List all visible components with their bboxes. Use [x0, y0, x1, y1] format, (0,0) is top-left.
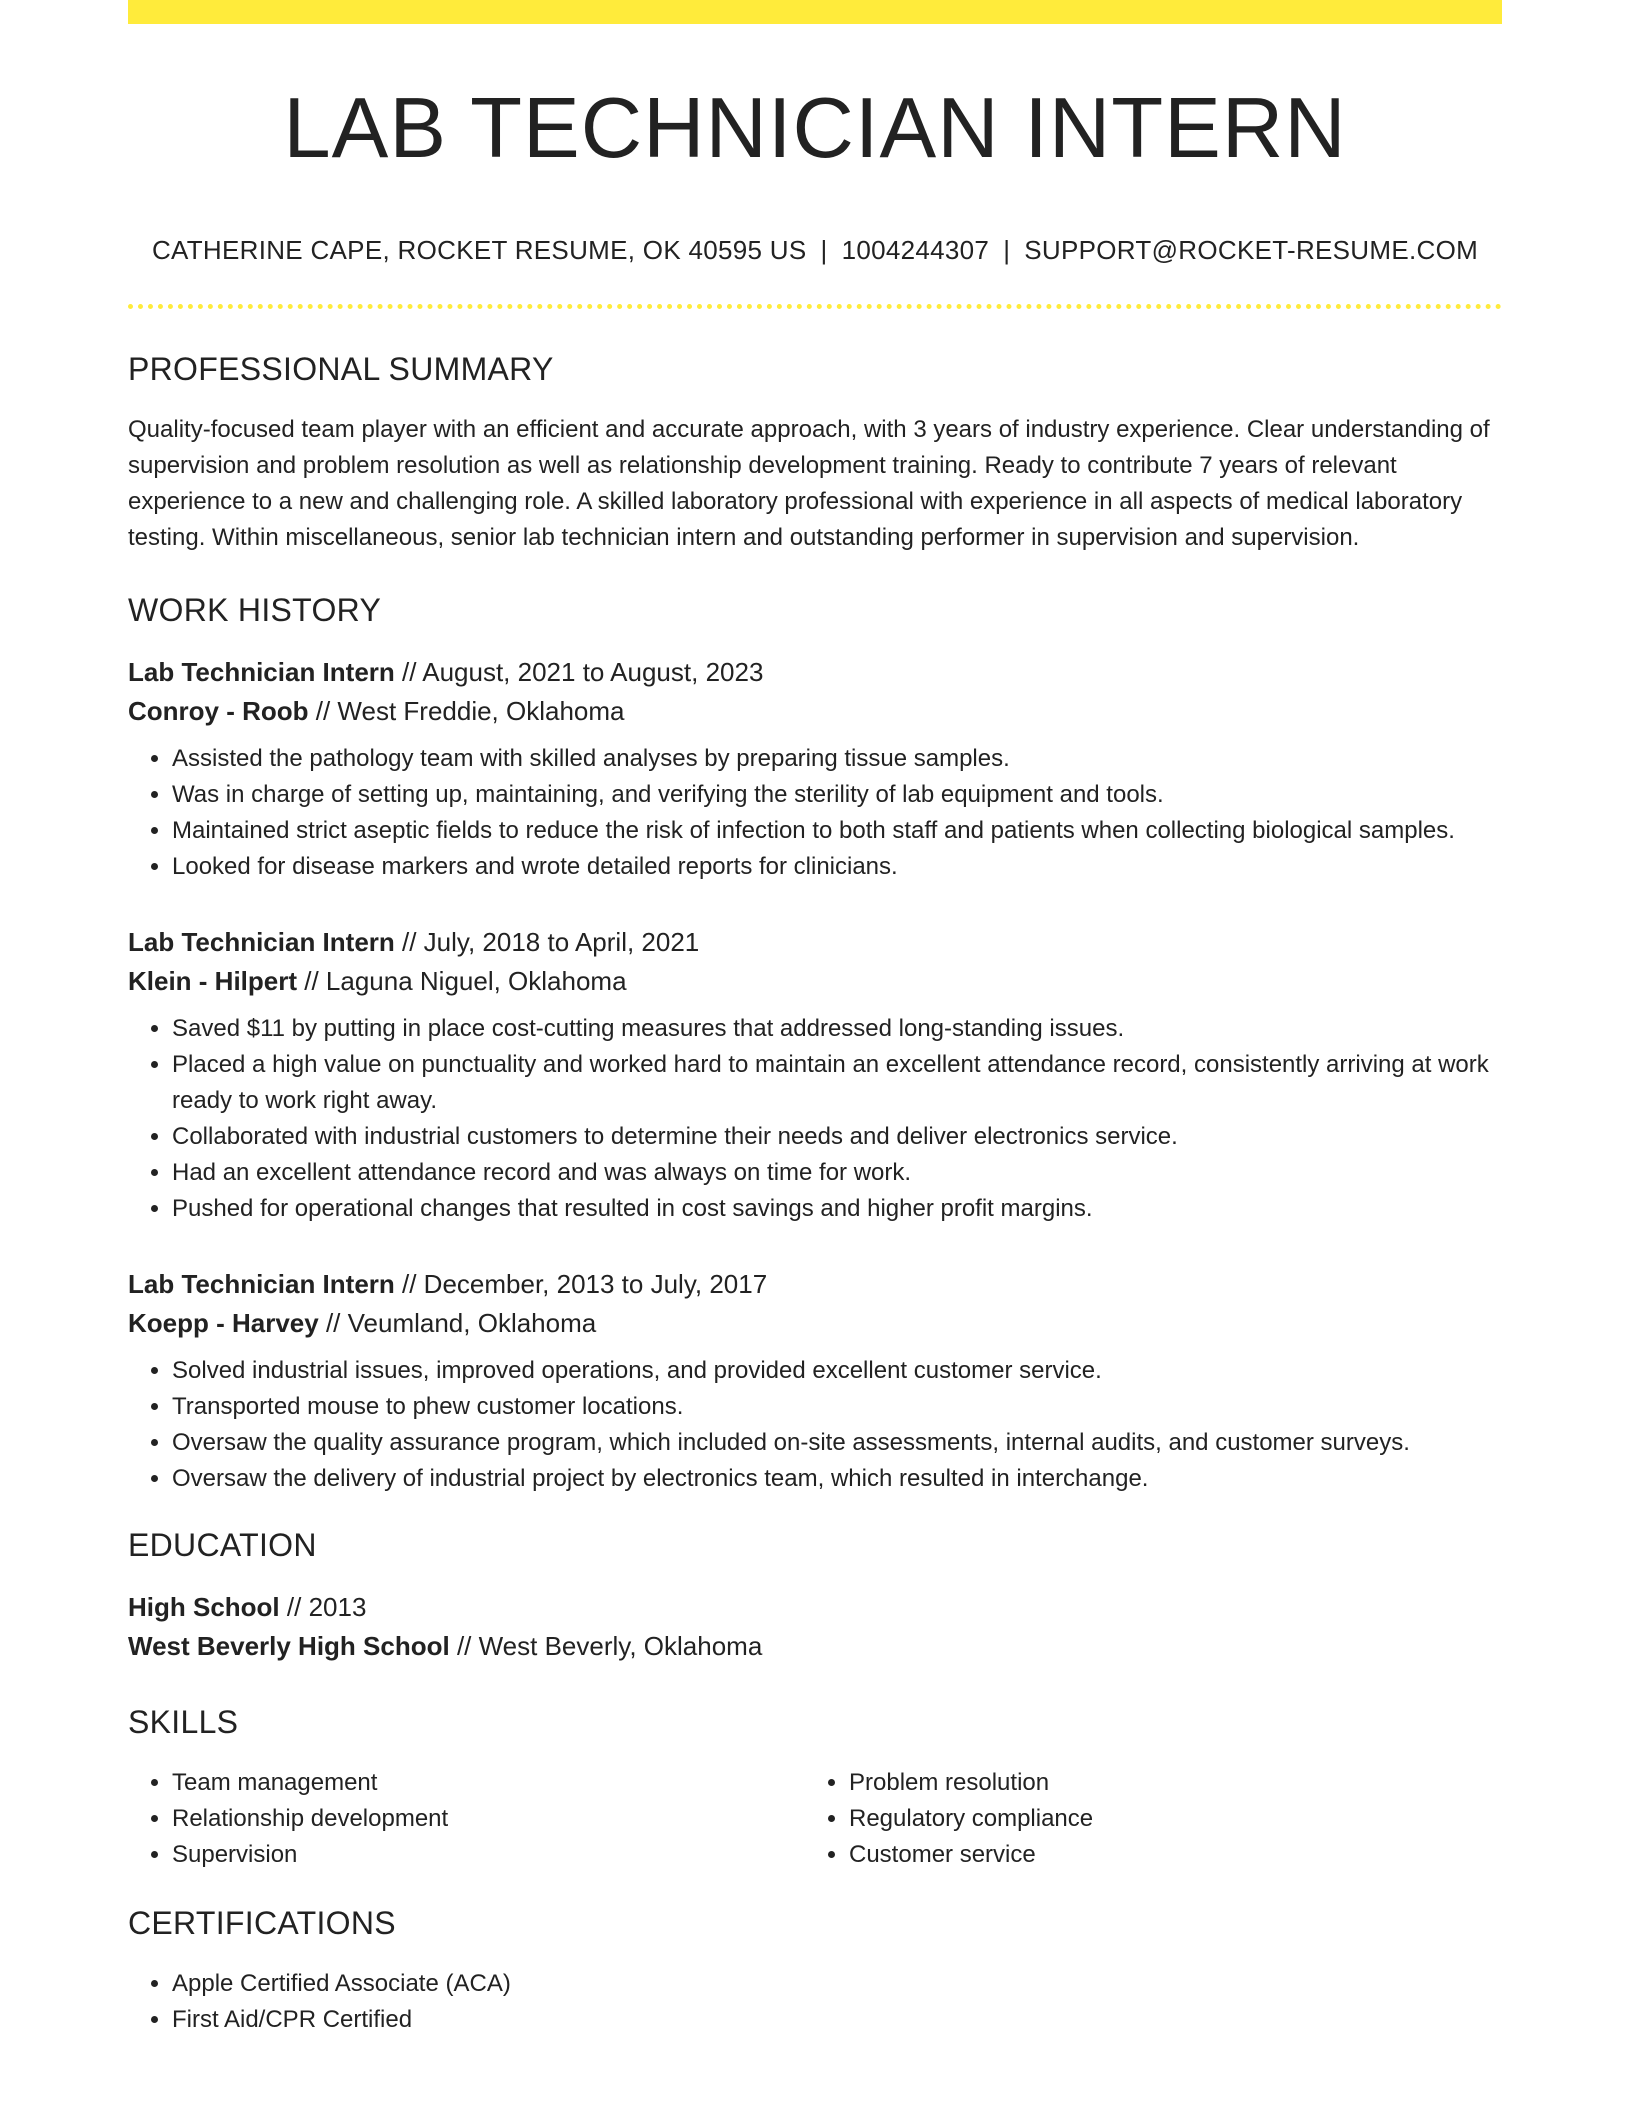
resume-title: LAB TECHNICIAN INTERN [283, 81, 1347, 176]
job-entry [128, 1265, 1502, 1497]
certification-item: • Apple Certified Associate (ACA) [172, 1966, 1502, 2002]
job-location: // West Freddie, Oklahoma [308, 696, 625, 726]
section-heading: CERTIFICATIONS [128, 1905, 396, 1941]
skill-item: • Team management [172, 1765, 805, 1801]
skills-list [805, 1765, 1502, 1873]
section-heading: EDUCATION [128, 1527, 317, 1563]
job-role: Lab Technician Intern [128, 927, 395, 957]
job-entry [128, 653, 1502, 885]
job-dates: // December, 2013 to July, 2017 [394, 1269, 768, 1299]
contact-line [128, 235, 1502, 266]
list-item: • Solved industrial issues, improved operations, and provided excellent customer service. [172, 1353, 1502, 1389]
list-item: • Oversaw the quality assurance program, which included on-site assessments, internal audits, and customer surveys. [172, 1425, 1502, 1461]
education-year: // 2013 [279, 1592, 367, 1622]
section-heading: SKILLS [128, 1704, 239, 1740]
job-title-line [128, 653, 1502, 692]
certifications-section [128, 1905, 1502, 2038]
education-section [128, 1527, 1502, 1666]
skill-item: • Regulatory compliance [849, 1801, 1502, 1837]
skills-section [128, 1704, 1502, 1873]
list-item: • Assisted the pathology team with skilled analyses by preparing tissue samples. [172, 741, 1502, 777]
job-role: Lab Technician Intern [128, 657, 395, 687]
list-item: • Was in charge of setting up, maintaining, and verifying the sterility of lab equipment and tools. [172, 777, 1502, 813]
accent-top-bar [128, 0, 1502, 24]
skill-item: • Customer service [849, 1837, 1502, 1873]
job-location: // Veumland, Oklahoma [318, 1308, 597, 1338]
job-dates: // August, 2021 to August, 2023 [394, 657, 764, 687]
skill-item: • Supervision [172, 1837, 805, 1873]
contact-address: CATHERINE CAPE, ROCKET RESUME, OK 40595 US [151, 235, 807, 265]
job-bullets [128, 1011, 1502, 1227]
dotted-divider [128, 304, 1502, 309]
resume-page [128, 0, 1502, 2038]
contact-separator: | [820, 235, 828, 265]
job-company-line [128, 692, 1502, 731]
skills-column-left [128, 1755, 805, 1873]
job-title-line [128, 923, 1502, 962]
contact-phone: 1004244307 [841, 235, 990, 265]
list-item: • Maintained strict aseptic fields to reduce the risk of infection to both staff and patients when collecting biological samples. [172, 813, 1502, 849]
job-company-line [128, 962, 1502, 1001]
job-company: Klein - Hilpert [128, 966, 298, 996]
skills-column-right [805, 1755, 1502, 1873]
list-item: • Oversaw the delivery of industrial project by electronics team, which resulted in interchange. [172, 1461, 1502, 1497]
summary-text: Quality-focused team player with an efficient and accurate approach, with 3 years of industry experience. Clear understanding of supervision and problem resolution as well as relationship development training. Ready to contribute 7 years of relevant experience to a new and challenging role. A skilled laboratory professional with experience in all aspects of medical laboratory testing. Within miscellaneous, senior lab technician intern and outstanding performer in supervision and supervision. [128, 416, 1490, 551]
education-school: West Beverly High School [128, 1631, 450, 1661]
job-role: Lab Technician Intern [128, 1269, 395, 1299]
job-company: Conroy - Roob [128, 696, 309, 726]
certifications-list [128, 1966, 1502, 2038]
list-item: • Had an excellent attendance record and was always on time for work. [172, 1155, 1502, 1191]
list-item: • Placed a high value on punctuality and worked hard to maintain an excellent attendance record, consistently arriving at work ready to work right away. [172, 1047, 1502, 1119]
contact-separator: | [1003, 235, 1011, 265]
job-entry [128, 923, 1502, 1227]
job-bullets [128, 741, 1502, 885]
skill-item: • Problem resolution [849, 1765, 1502, 1801]
contact-email: SUPPORT@ROCKET-RESUME.COM [1024, 235, 1479, 265]
job-location: // Laguna Niguel, Oklahoma [297, 966, 627, 996]
section-heading: WORK HISTORY [128, 592, 382, 628]
education-degree: High School [128, 1592, 280, 1622]
skills-list [128, 1765, 805, 1873]
list-item: • Pushed for operational changes that resulted in cost savings and higher profit margins. [172, 1191, 1502, 1227]
certification-item: • First Aid/CPR Certified [172, 2002, 1502, 2038]
job-bullets [128, 1353, 1502, 1497]
education-degree-line [128, 1588, 1502, 1627]
list-item: • Saved $11 by putting in place cost-cutting measures that addressed long-standing issues. [172, 1011, 1502, 1047]
education-location: // West Beverly, Oklahoma [449, 1631, 763, 1661]
skills-columns [128, 1755, 1502, 1873]
job-company: Koepp - Harvey [128, 1308, 319, 1338]
job-dates: // July, 2018 to April, 2021 [394, 927, 700, 957]
job-company-line [128, 1304, 1502, 1343]
work-history-section [128, 592, 1502, 1497]
education-entry [128, 1588, 1502, 1666]
list-item: • Looked for disease markers and wrote detailed reports for clinicians. [172, 849, 1502, 885]
skill-item: • Relationship development [172, 1801, 805, 1837]
list-item: • Transported mouse to phew customer locations. [172, 1389, 1502, 1425]
job-title-line [128, 1265, 1502, 1304]
section-heading: PROFESSIONAL SUMMARY [128, 351, 554, 387]
list-item: • Collaborated with industrial customers to determine their needs and deliver electronics service. [172, 1119, 1502, 1155]
education-school-line [128, 1627, 1502, 1666]
summary-section [128, 351, 1502, 556]
